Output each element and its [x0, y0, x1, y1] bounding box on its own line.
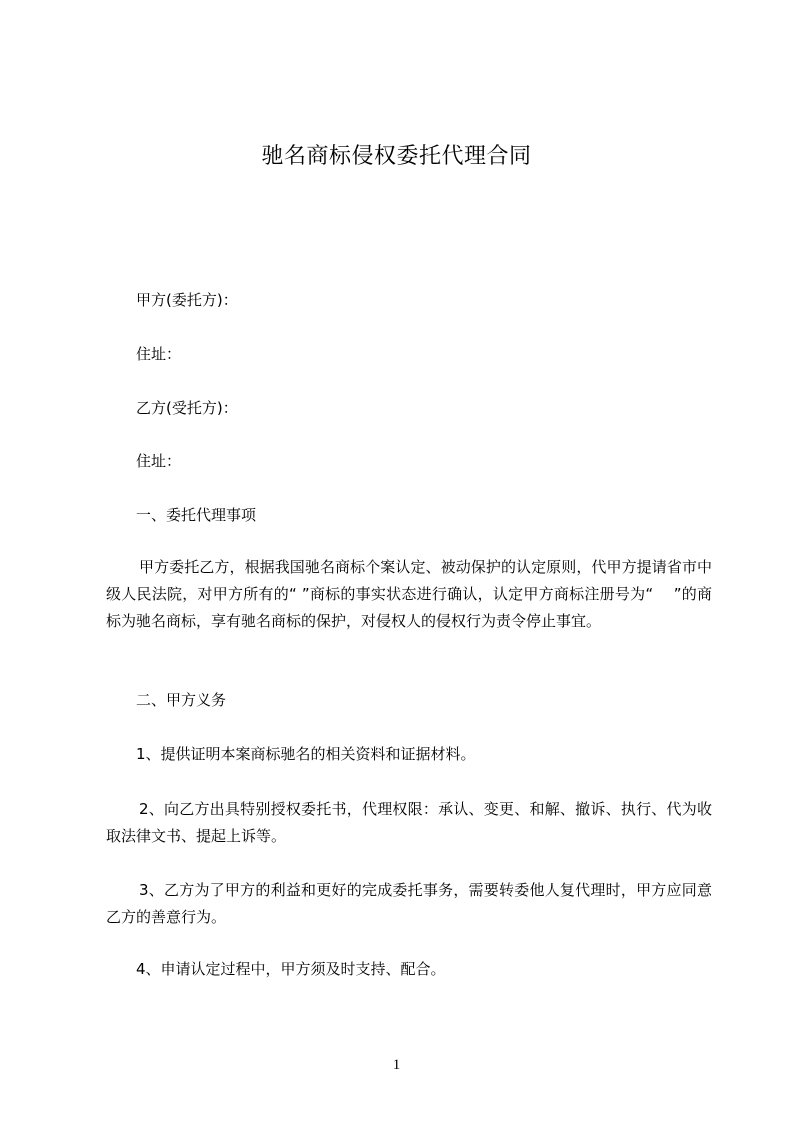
party-b-label: 乙方(受托方)： — [136, 399, 238, 417]
party-a-address: 住址： — [136, 345, 182, 363]
list-item: 2、向乙方出具特别授权委托书，代理权限：承认、变更、和解、撤诉、执行、代为收取法律文书、提起上诉等。 — [106, 800, 712, 845]
section-1-paragraph: 甲方委托乙方，根据我国驰名商标个案认定、被动保护的认定原则，代甲方提请省市中级人民法院，对甲方所有的“ ”商标的事实状态进行确认，认定甲方商标注册号为“ ”的商标为驰名商标，享有驰名商标的保护，对侵权人的侵权行为责令停止事宜。 — [106, 558, 712, 630]
section-heading-2: 二、甲方义务 — [136, 691, 227, 709]
page-number: 1 — [392, 1057, 401, 1073]
document-title: 驰名商标侵权委托代理合同 — [261, 144, 532, 169]
list-item: 3、乙方为了甲方的利益和更好的完成委托事务，需要转委他人复代理时，甲方应同意乙方的善意行为。 — [106, 881, 712, 926]
list-item: 1、提供证明本案商标驰名的相关资料和证据材料。 — [136, 745, 476, 763]
list-item: 4、申请认定过程中，甲方须及时支持、配合。 — [136, 960, 446, 978]
party-b-address: 住址： — [136, 452, 182, 470]
party-a-label: 甲方(委托方)： — [136, 291, 238, 309]
section-heading-1: 一、委托代理事项 — [136, 506, 257, 524]
